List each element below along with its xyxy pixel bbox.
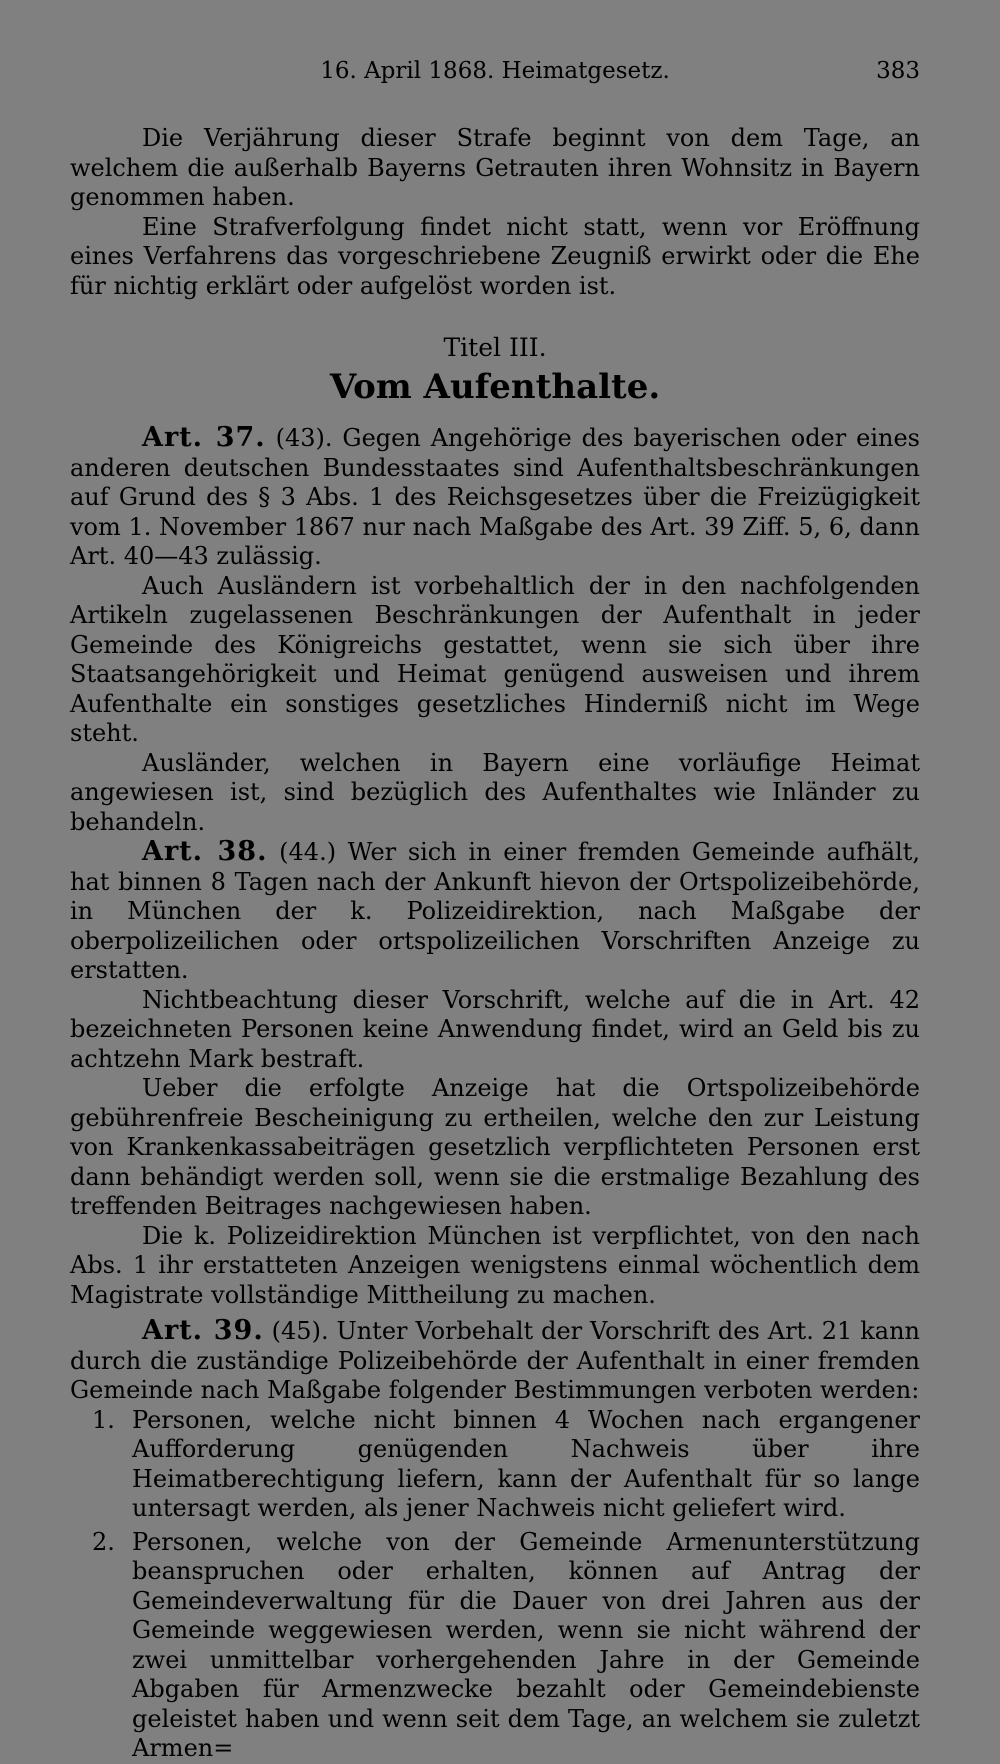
header-title: 16. April 1868. Heimatgesetz.: [320, 58, 670, 84]
paragraph: Nichtbeachtung dieser Vorschrift, welche auf die in Art. 42 bezeichneten Personen keine Anwendung findet, wird an Geld bis zu achtzehn Mark bestraft.: [70, 985, 920, 1073]
article-text: (45). Unter Vorbehalt der Vorschrift des Art. 21 kann durch die zuständige Polizeibehörde der Aufenthalt in einer fremden Gemeinde nach Maßgabe folgender Bestimmungen verboten werden:: [70, 1317, 920, 1404]
list-text: Personen, welche von der Gemeinde Armenunterstützung beanspruchen oder erhalten, können auf Antrag der Gemeindeverwaltung für die Dauer von drei Jahren aus der Gemeinde weggewiesen werden, wenn sie nicht während der zwei unmittelbar vorhergehenden Jahre in der Gemeinde Abgaben für Armenzwecke bezahlt oder Gemeindebienste geleistet haben und wenn seit dem Tage, an welchem sie zuletzt Armen=: [132, 1527, 920, 1762]
list-item: [70, 1528, 920, 1764]
numbered-list: [70, 1406, 920, 1764]
article-label: Art. 38.: [142, 836, 268, 867]
paragraph: Die k. Polizeidirektion München ist verpflichtet, von den nach Abs. 1 ihr erstatteten Anzeigen wenigstens einmal wöchentlich dem Magistrate vollständige Mittheilung zu machen.: [70, 1221, 920, 1309]
list-number: 1.: [92, 1405, 115, 1434]
list-number: 2.: [92, 1527, 115, 1556]
paragraph: Die Verjährung dieser Strafe beginnt von dem Tage, an welchem die außerhalb Bayerns Getrauten ihren Wohnsitz in Bayern genommen haben.: [70, 124, 920, 211]
article-39-paragraph: [70, 1316, 920, 1406]
article-label: Art. 37.: [142, 422, 266, 453]
paragraph: Eine Strafverfolgung findet nicht statt, wenn vor Eröffnung eines Verfahrens das vorgeschriebene Zeugniß erwirkt oder die Ehe für nichtig erklärt oder aufgelöst worden ist.: [70, 212, 920, 300]
list-item: [70, 1406, 920, 1524]
article-text: (44.) Wer sich in einer fremden Gemeinde aufhält, hat binnen 8 Tagen nach der Ankunft hievon der Ortspolizeibehörde, in München der k. Polizeidirektion, nach Maßgabe der oberpolizeilichen oder ortspolizeilichen Vorschriften Anzeige zu erstatten.: [70, 838, 920, 984]
article-text: (43). Gegen Angehörige des bayerischen oder eines anderen deutschen Bundesstaates sind Aufenthaltsbeschränkungen auf Grund des § 3 Abs. 1 des Reichsgesetzes über die Freizügigkeit vom 1. November 1867 nur nach Maßgabe des Art. 39 Ziff. 5, 6, dann Art. 40—43 zulässig.: [70, 424, 920, 570]
page-number: 383: [876, 58, 920, 84]
article-37-paragraph: [70, 423, 920, 572]
article-38-paragraph: [70, 837, 920, 986]
running-header: [70, 58, 920, 98]
paragraph: Ausländer, welchen in Bayern eine vorläufige Heimat angewiesen ist, sind bezüglich des Aufenthaltes wie Inländer zu behandeln.: [70, 748, 920, 836]
section-subtitle: Vom Aufenthalte.: [329, 367, 661, 407]
paragraph: Ueber die erfolgte Anzeige hat die Ortspolizeibehörde gebührenfreie Bescheinigung zu ertheilen, welche den zur Leistung von Krankenkassabeiträgen gesetzlich verpflichteten Personen erst dann behändigt werden soll, wenn sie die erstmalige Bezahlung des treffenden Beitrages nachgewiesen haben.: [70, 1074, 920, 1220]
article-label: Art. 39.: [142, 1315, 264, 1346]
list-text: Personen, welche nicht binnen 4 Wochen nach ergangener Aufforderung genügenden Nachweis über ihre Heimatberechtigung liefern, kann der Aufenthalt für so lange untersagt werden, als jener Nachweis nicht geliefert wird.: [132, 1405, 920, 1522]
page-body: [70, 124, 920, 1764]
section-title: Titel III.: [443, 333, 547, 362]
paragraph: Auch Ausländern ist vorbehaltlich der in den nachfolgenden Artikeln zugelassenen Beschränkungen der Aufenthalt in jeder Gemeinde des Königreichs gestattet, wenn sie sich über ihre Staatsangehörigkeit und Heimat genügend ausweisen und ihrem Aufenthalte ein sonstiges gesetzliches Hinderniß nicht im Wege steht.: [70, 571, 920, 747]
